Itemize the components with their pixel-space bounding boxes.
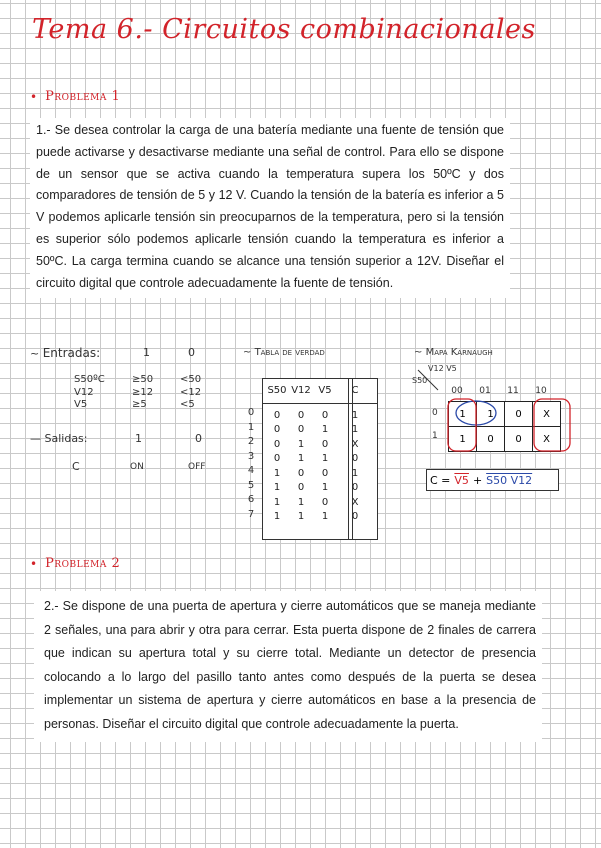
table-row — [265, 437, 367, 452]
bullet-icon: • — [30, 556, 38, 571]
kmap-row — [449, 402, 561, 427]
row-index: 6 — [247, 494, 255, 505]
cell: 0 — [351, 482, 359, 494]
problem2-statement: 2.- Se dispone de una puerta de apertura y cierre automáticos que se maneja mediante 2 señales, una para abrir y otra para cerrar. Esta puerta dispone de 2 finales de carrera que indican su apertura total y su cierre total. Mediante un detector de presencia colocando a lo largo del pasillo tanto antes como después de la puerta se desea implementar un sistema de apertura y cierre automáticos en base a la presencia de personas. Diseñar el circuito digital que controle adecuadamente la puerta. — [34, 591, 542, 742]
kmap-grid — [448, 401, 561, 452]
cell: 1 — [351, 424, 359, 436]
kmap-result-term1: V5 — [454, 473, 469, 487]
table-row — [265, 481, 367, 496]
table-row — [265, 423, 367, 438]
kmap-row-headers — [432, 402, 438, 448]
row-index: 2 — [247, 436, 255, 447]
problem2-heading-text: Problema 2 — [45, 556, 121, 571]
cell: 0 — [273, 453, 281, 465]
table-row — [265, 452, 367, 467]
truth-table-label: ~ Tabla de verdad — [243, 347, 325, 358]
kmap-corner-diagonal — [416, 368, 440, 392]
input-zero: <5 — [180, 399, 195, 410]
cell: 0 — [351, 511, 359, 523]
inputs-section: ~ Entradas: — [30, 346, 101, 360]
kmap-row-header: 1 — [432, 431, 438, 441]
outputs-col1: 1 — [135, 432, 142, 445]
kmap-cell: 1 — [449, 427, 477, 452]
cell: 1 — [297, 496, 305, 508]
truth-table-label-text: Tabla de verdad — [254, 347, 325, 358]
header-cell: C — [351, 384, 359, 396]
output-zero: OFF — [188, 462, 206, 472]
input-zero: <12 — [180, 386, 202, 398]
header-cell: V12 — [291, 384, 311, 396]
cell: 0 — [297, 409, 305, 421]
input-name: V12 — [74, 386, 94, 398]
outputs-col0: 0 — [195, 432, 202, 445]
cell: 0 — [297, 482, 305, 494]
cell: 1 — [351, 409, 359, 421]
kmap-col-header: 01 — [479, 386, 491, 396]
cell: 1 — [351, 467, 359, 479]
kmap-cell: X — [533, 427, 561, 452]
kmap-cell: 0 — [505, 427, 533, 452]
table-row — [265, 510, 367, 525]
cell: 0 — [351, 453, 359, 465]
truth-table-indices — [244, 406, 258, 522]
kmap-col-header: 10 — [535, 386, 547, 396]
output-name: C — [72, 460, 80, 473]
kmap-label: ~ Mapa Karnaugh — [414, 347, 493, 358]
cell: 0 — [273, 438, 281, 450]
kmap-cell: 1 — [477, 402, 505, 427]
cell: 0 — [321, 409, 329, 421]
problem1-heading-text: Problema 1 — [45, 89, 121, 104]
input-one: ≥12 — [132, 386, 154, 398]
inputs-row — [74, 387, 224, 400]
problem1-statement: 1.- Se desea controlar la carga de una batería mediante una fuente de tensión que puede activarse y desactivarse mediante una señal de control. Para ello se dispone de un sensor que se activa cuando la temperatura supera los 50ºC y dos comparadores de tensión de 5 y 12 V. Cuando la tensión de la batería es inferior a 5 V podemos aplicarle tensión sin preocuparnos de la temperatura, pero si la tensión es superior sólo podemos aplicarle tensión cuando la temperatura es inferior a 50ºC. La carga termina cuando se alcance una tensión superior a 12V. Diseñar el circuito digital que controle adecuadamente la fuente de tensión. — [30, 118, 510, 298]
inputs-col1: 1 — [143, 346, 150, 359]
cell: 1 — [321, 424, 329, 436]
inputs-label: Entradas: — [42, 346, 101, 360]
title-underline — [30, 44, 510, 50]
cell: 0 — [297, 467, 305, 479]
cell: 1 — [273, 496, 281, 508]
cell: 1 — [297, 511, 305, 523]
kmap-col-headers — [443, 386, 555, 396]
table-row — [265, 495, 367, 510]
input-name: S50ºC — [74, 374, 105, 385]
kmap-result-prefix: C = — [430, 473, 451, 487]
cell: 0 — [321, 496, 329, 508]
kmap-cell: X — [533, 402, 561, 427]
page-title: Tema 6.- Circuitos combinacionales — [32, 14, 536, 45]
output-one: ON — [130, 462, 144, 472]
input-one: ≥5 — [132, 399, 147, 410]
kmap-result-term2: S50 V12 — [486, 473, 533, 487]
cell: 1 — [321, 482, 329, 494]
cell: 1 — [321, 453, 329, 465]
header-cell: V5 — [318, 384, 332, 396]
kmap-cell: 0 — [505, 402, 533, 427]
row-index: 4 — [247, 465, 255, 476]
bullet-icon: • — [30, 89, 38, 104]
kmap-col-header: 11 — [507, 386, 519, 396]
kmap-result-plus: + — [472, 473, 483, 487]
cell: 1 — [297, 438, 305, 450]
row-index: 1 — [247, 421, 255, 433]
input-name: V5 — [74, 399, 88, 410]
table-row — [265, 466, 367, 481]
cell: 1 — [273, 467, 281, 479]
input-zero: <50 — [180, 374, 202, 385]
header-cell: S50 — [267, 384, 287, 396]
inputs-col0: 0 — [188, 346, 195, 359]
cell: 0 — [321, 467, 329, 479]
truth-table-header-row — [265, 383, 367, 398]
cell: X — [351, 438, 359, 450]
outputs-section: — Salidas: — [30, 432, 88, 445]
kmap-col-var: V12 V5 — [428, 364, 457, 373]
row-index: 5 — [247, 479, 255, 491]
cell: 0 — [297, 424, 305, 436]
inputs-row — [74, 374, 224, 387]
cell: 0 — [273, 424, 281, 436]
kmap-col-header: 00 — [451, 386, 463, 396]
row-index: 0 — [247, 407, 255, 418]
cell: 1 — [321, 511, 329, 523]
kmap-row-var: S50 — [412, 376, 428, 385]
kmap-cell: 1 — [449, 402, 477, 427]
input-one: ≥50 — [132, 374, 154, 385]
row-index: 3 — [247, 450, 255, 462]
truth-table-header-divider — [263, 403, 377, 404]
kmap-row-header: 0 — [432, 408, 438, 418]
table-row — [265, 408, 367, 423]
cell: 1 — [297, 453, 305, 465]
outputs-label: Salidas: — [44, 432, 88, 445]
kmap-label-text: Mapa Karnaugh — [425, 347, 493, 358]
kmap-cell: 0 — [477, 427, 505, 452]
kmap-result — [426, 469, 559, 491]
inputs-table — [74, 374, 224, 412]
problem2-heading — [30, 556, 120, 571]
truth-table — [262, 378, 378, 540]
cell: 1 — [273, 482, 281, 494]
cell: 1 — [273, 511, 281, 523]
inputs-row — [74, 399, 224, 412]
cell: X — [351, 496, 359, 508]
kmap-row — [449, 427, 561, 452]
cell: 0 — [273, 409, 281, 421]
row-index: 7 — [247, 508, 255, 520]
problem1-heading — [30, 89, 120, 104]
cell: 0 — [321, 438, 329, 450]
